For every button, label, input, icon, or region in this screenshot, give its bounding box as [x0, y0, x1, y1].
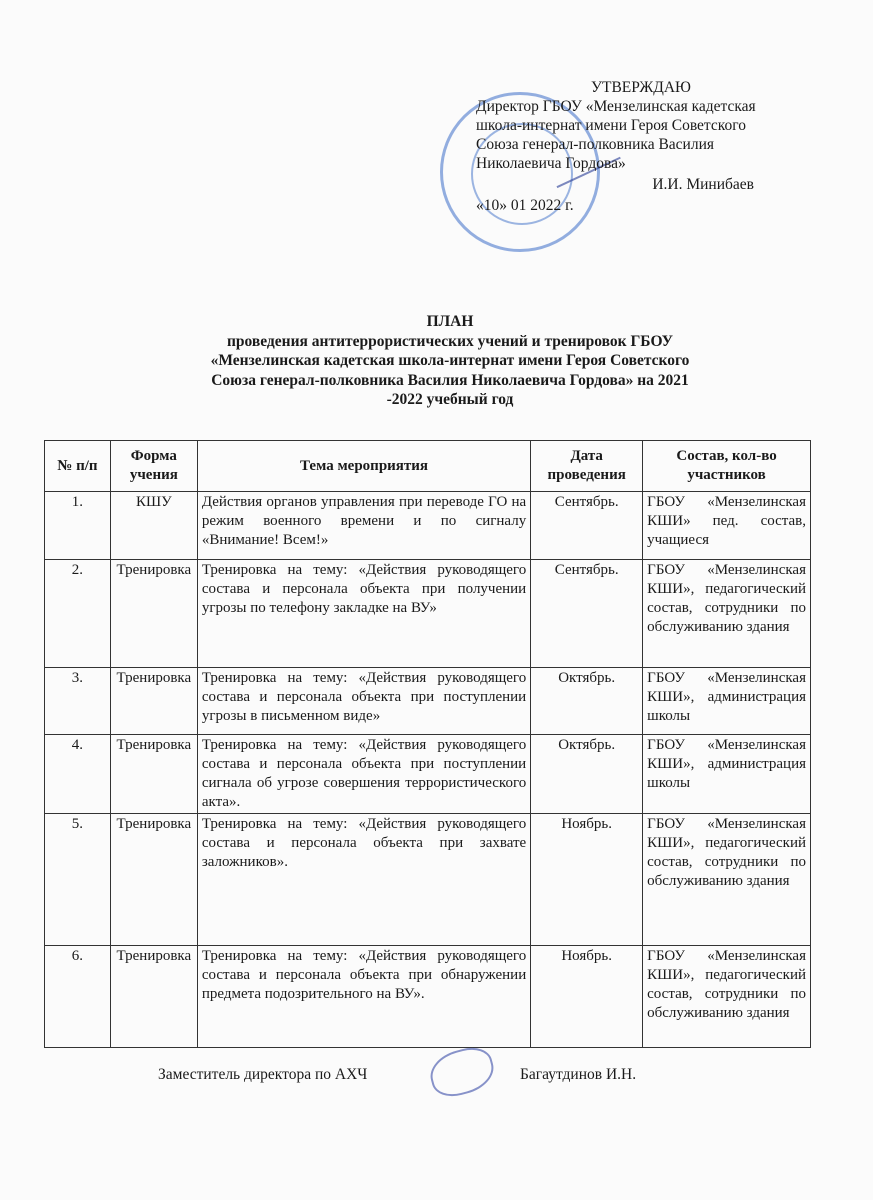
approval-date: «10» 01 2022 г.: [476, 197, 574, 214]
cell-number: 3.: [45, 668, 111, 735]
footer-name: Багаутдинов И.Н.: [520, 1066, 637, 1083]
cell-number: 4.: [45, 735, 111, 814]
plan-table: [44, 440, 811, 1048]
document-title: [200, 312, 700, 410]
approval-block: [476, 78, 766, 215]
footer-position: Заместитель директора по АХЧ: [158, 1066, 368, 1083]
cell-date: Октябрь.: [531, 735, 643, 814]
cell-participants: ГБОУ «Мензелинская КШИ», педагогический состав, сотрудники по обслуживанию здания: [643, 946, 811, 1048]
cell-participants: ГБОУ «Мензелинская КШИ», администрация школы: [643, 735, 811, 814]
cell-date: Ноябрь.: [531, 814, 643, 946]
cell-date: Октябрь.: [531, 668, 643, 735]
header-date: Дата проведения: [531, 441, 643, 492]
table-row: [45, 946, 811, 1048]
cell-form: Тренировка: [110, 946, 197, 1048]
table-row: [45, 560, 811, 668]
cell-form: КШУ: [110, 492, 197, 560]
cell-topic: Тренировка на тему: «Действия руководящего состава и персонала объекта при захвате заложников».: [197, 814, 530, 946]
cell-number: 6.: [45, 946, 111, 1048]
table-row: [45, 814, 811, 946]
table-row: [45, 735, 811, 814]
header-participants: Состав, кол-во участников: [643, 441, 811, 492]
cell-number: 5.: [45, 814, 111, 946]
cell-number: 2.: [45, 560, 111, 668]
cell-date: Ноябрь.: [531, 946, 643, 1048]
cell-number: 1.: [45, 492, 111, 560]
cell-participants: ГБОУ «Мензелинская КШИ», педагогический состав, сотрудники по обслуживанию здания: [643, 560, 811, 668]
cell-participants: ГБОУ «Мензелинская КШИ» пед. состав, учащиеся: [643, 492, 811, 560]
header-topic: Тема мероприятия: [197, 441, 530, 492]
table-row: [45, 668, 811, 735]
header-number: № п/п: [45, 441, 111, 492]
cell-topic: Тренировка на тему: «Действия руководящего состава и персонала объекта при обнаружении предмета подозрительного на ВУ».: [197, 946, 530, 1048]
cell-participants: ГБОУ «Мензелинская КШИ», администрация школы: [643, 668, 811, 735]
cell-form: Тренировка: [110, 814, 197, 946]
approval-heading: УТВЕРЖДАЮ: [591, 79, 691, 96]
table-row: [45, 492, 811, 560]
approval-position: Директор ГБОУ «Мензелинская кадетская школа-интернат имени Героя Советского Союза генерал-полковника Василия Николаевича Гордова»: [476, 98, 756, 172]
cell-topic: Тренировка на тему: «Действия руководящего состава и персонала объекта при получении угрозы по телефону закладке на ВУ»: [197, 560, 530, 668]
cell-form: Тренировка: [110, 735, 197, 814]
cell-topic: Действия органов управления при переводе ГО на режим военного времени и по сигналу «Внимание! Всем!»: [197, 492, 530, 560]
cell-participants: ГБОУ «Мензелинская КШИ», педагогический состав, сотрудники по обслуживанию здания: [643, 814, 811, 946]
header-form: Форма учения: [110, 441, 197, 492]
cell-topic: Тренировка на тему: «Действия руководящего состава и персонала объекта при поступлении угрозы в письменном виде»: [197, 668, 530, 735]
approval-signatory: И.И. Минибаев: [652, 176, 754, 193]
footer: [158, 1066, 678, 1084]
cell-topic: Тренировка на тему: «Действия руководящего состава и персонала объекта при поступлении сигнала об угрозе совершения террористического акта».: [197, 735, 530, 814]
cell-date: Сентябрь.: [531, 492, 643, 560]
cell-date: Сентябрь.: [531, 560, 643, 668]
title-line-2: проведения антитеррористических учений и тренировок ГБОУ «Мензелинская кадетская школа-интернат имени Героя Советского Союза генерал-полковника Василия Николаевича Гордова» на 2021 -2022 учебный год: [210, 332, 690, 408]
table-header-row: [45, 441, 811, 492]
cell-form: Тренировка: [110, 560, 197, 668]
title-line-1: ПЛАН: [426, 313, 474, 330]
cell-form: Тренировка: [110, 668, 197, 735]
